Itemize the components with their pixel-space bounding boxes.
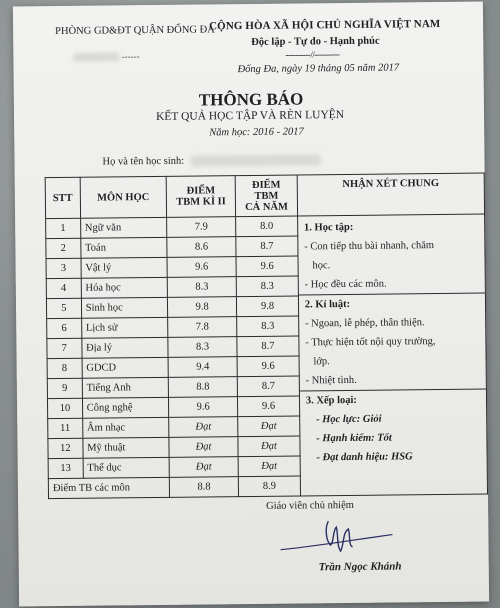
nation-header: CỘNG HÒA XÃ HỘI CHỦ NGHĨA VIỆT NAM [209, 18, 441, 33]
table-row: 13 Thể dục Đạt Đạt [48, 454, 487, 479]
header-stt: STT [45, 177, 80, 218]
average-full-year: 8.9 [238, 476, 300, 497]
table-row: 8 GDCD 9.4 9.6 [47, 354, 486, 379]
header-comment: NHẬN XÉT CHUNG [297, 173, 485, 216]
general-comments: 1. Học tập: - Con tiếp thu bài nhanh, chăm học. - Học đều các môn. 2. Kỉ luật: - Ngoan, lễ phép, thân thiện. - Thực hiện tốt nội quy trường, lớp. - Nhiệt tình. 3. Xếp loại: - Học lực: Giỏi - Hạnh kiểm: Tốt - Đạt danh hiệu: HSG [302, 215, 483, 470]
table-row: 6 Lịch sử 7.8 8.3 [47, 314, 486, 339]
department-header [55, 24, 215, 37]
general-comments-cell [297, 214, 487, 496]
table-row: 7 Địa lý 8.3 8.7 [47, 334, 486, 359]
student-name-line [102, 154, 320, 167]
table-row: 3 Vật lý 9.6 9.6 [46, 254, 485, 279]
table-row: 12 Mỹ thuật Đạt Đạt [48, 434, 487, 459]
redacted-school-name [73, 53, 119, 62]
teacher-name: Trần Ngọc Khánh [318, 560, 402, 574]
signature-image [276, 510, 397, 561]
header-term2: ĐIỂM TBM KÌ II [166, 176, 236, 218]
motto: Độc lập - Tự do - Hạnh phúc [251, 35, 380, 48]
table-row: 10 Công nghệ 9.6 9.6 [47, 394, 486, 419]
motto-divider: ----------//---------- [285, 49, 340, 60]
table-row: 2 Toán 8.6 8.7 [46, 234, 485, 259]
average-term2: 8.8 [169, 477, 238, 498]
left-divider: ------ [73, 51, 139, 62]
school-year: Năm học: 2016 - 2017 [209, 126, 304, 139]
department-name: PHÒNG GD&ĐT QUẬN ĐỐNG ĐA [55, 24, 215, 38]
average-label: Điểm TB các môn [48, 477, 169, 498]
grades-table [45, 173, 488, 500]
table-row: 9 Tiếng Anh 8.8 8.7 [47, 374, 486, 399]
table-row: 5 Sinh học 9.8 9.8 [46, 294, 485, 319]
issue-date: Đống Đa, ngày 19 tháng 05 năm 2017 [237, 62, 400, 76]
table-row: 1 Ngữ văn 7.9 8.0 1. Học tập: - Con tiếp thu bài nhanh, chăm học. - Học đều các môn. 2. Kỉ luật: - Ngoan, lễ phép, thân thiện. - Thực hiện tốt nội quy trường, lớp. - Nhiệt tình. 3. Xếp loại: - Học lực: Giỏi - Hạnh kiểm: Tốt - Đạt danh hiệu: HSG [46, 214, 485, 239]
table-row: 11 Âm nhạc Đạt Đạt [48, 414, 487, 439]
student-label: Họ và tên học sinh: [102, 155, 185, 168]
header-subject: MÔN HỌC [80, 176, 167, 218]
header-full-year: ĐIỂM TBM CẢ NĂM [235, 175, 297, 217]
document-title: THÔNG BÁO [198, 89, 304, 110]
report-paper [13, 2, 489, 607]
document-subtitle: KẾT QUẢ HỌC TẬP VÀ RÈN LUYỆN [155, 109, 345, 123]
table-row: 4 Hóa học 8.3 8.3 [46, 274, 485, 299]
homeroom-teacher-title: Giáo viên chủ nhiệm [266, 499, 354, 512]
table-header-row [45, 173, 484, 219]
redacted-student-name [190, 154, 320, 166]
